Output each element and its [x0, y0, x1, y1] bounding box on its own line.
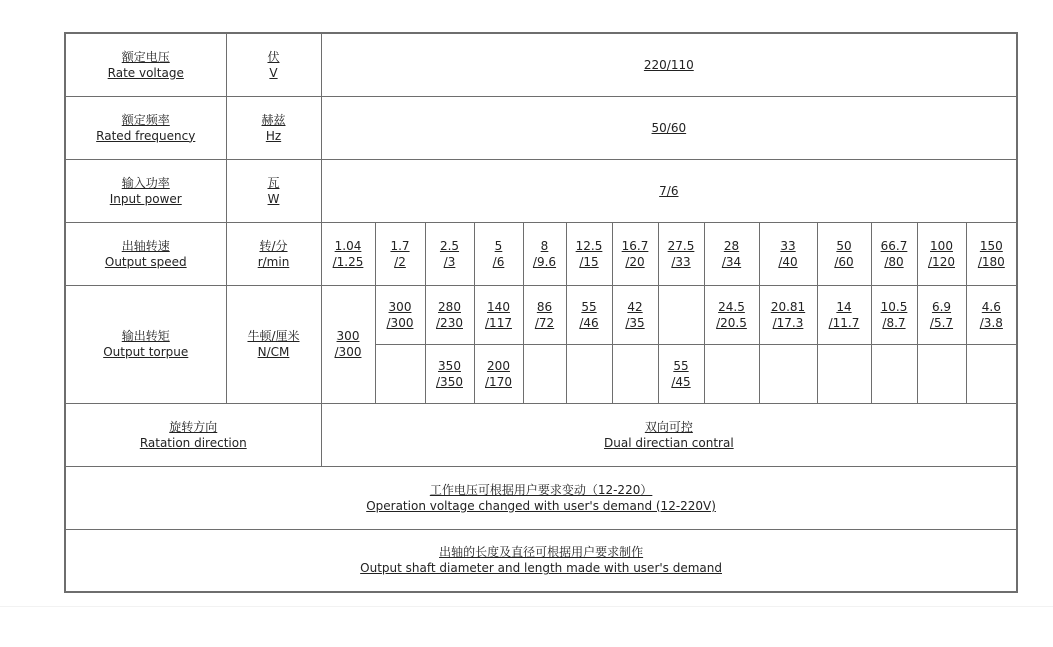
torque-cell: [375, 344, 425, 403]
torque-cell: [425, 344, 474, 403]
torque-cell: [704, 285, 759, 344]
spec-table: [64, 32, 1018, 593]
torque-cell: [917, 344, 966, 403]
note-cn: 工作电压可根据用户要求变动（12-220）: [429, 482, 653, 497]
speed-a: 12.5: [575, 238, 603, 253]
torque-b: /11.7: [828, 315, 860, 330]
speed-cell: [966, 222, 1017, 285]
torque-b: /3.8: [979, 315, 1003, 330]
speed-b: /9.6: [532, 254, 557, 269]
torque-b: /8.7: [882, 315, 906, 330]
label-cell: [65, 33, 226, 96]
speed-cell: [917, 222, 966, 285]
label-cn: 额定频率: [121, 112, 170, 127]
speed-a: 27.5: [667, 238, 695, 253]
speed-cell: [817, 222, 871, 285]
torque-a: 4.6: [981, 299, 1001, 314]
torque-cell: [759, 285, 817, 344]
unit-cn: 牛顿/厘米: [247, 329, 300, 343]
torque-a: 200: [487, 358, 510, 373]
speed-b: /60: [834, 254, 854, 269]
torque-b: /20.5: [716, 315, 747, 330]
torque-cell: [474, 344, 523, 403]
unit-en: V: [269, 65, 278, 80]
unit-cn: 伏: [267, 49, 280, 64]
speed-b: /15: [579, 254, 599, 269]
speed-cell: [375, 222, 425, 285]
torque-a: 6.9: [931, 299, 952, 314]
unit-cell: [226, 222, 321, 285]
speed-a: 1.04: [334, 238, 362, 253]
speed-b: /80: [884, 254, 904, 269]
speed-a: 5: [494, 238, 503, 253]
value-en: Dual directian contral: [604, 435, 734, 450]
torque-cell: [817, 344, 871, 403]
unit-cell: [226, 285, 321, 403]
unit-cell: [226, 33, 321, 96]
torque-cell: [566, 344, 612, 403]
row-note-voltage: [65, 466, 1017, 529]
speed-a: 8: [540, 238, 549, 253]
torque-a: 86: [536, 299, 553, 314]
label-cn: 旋转方向: [169, 419, 218, 434]
torque-cell: [966, 285, 1017, 344]
speed-b: /34: [721, 254, 742, 269]
unit-cell: [226, 96, 321, 159]
value-cell: [321, 96, 1017, 159]
speed-a: 50: [836, 238, 852, 253]
torque-a: 300: [388, 299, 412, 314]
label-cn: 输入功率: [121, 175, 170, 190]
label-en: Rate voltage: [107, 65, 184, 80]
torque-b: /230: [436, 315, 463, 330]
row-rotation-direction: [65, 403, 1017, 466]
unit-en: r/min: [257, 254, 290, 269]
speed-b: /20: [625, 254, 645, 269]
torque-cell: [658, 285, 704, 344]
speed-a: 1.7: [390, 238, 410, 253]
note-en: Operation voltage changed with user's demand (12-220V): [366, 498, 716, 513]
torque-b: /350: [436, 374, 463, 389]
torque-a: 14: [836, 299, 852, 314]
value: 220/110: [643, 57, 694, 72]
speed-b: /120: [928, 254, 955, 269]
unit-cn: 瓦: [267, 175, 280, 190]
row-rate-voltage: [65, 33, 1017, 96]
row-output-speed: [65, 222, 1017, 285]
speed-b: /3: [443, 254, 456, 269]
torque-cell: [425, 285, 474, 344]
speed-cell: [425, 222, 474, 285]
torque-b: /17.3: [772, 315, 804, 330]
unit-cn: 转/分: [259, 238, 288, 253]
torque-a: 55: [581, 299, 597, 314]
speed-cell: [704, 222, 759, 285]
torque-b: /35: [625, 315, 645, 330]
unit-cn: 赫兹: [261, 112, 286, 127]
unit-en: Hz: [265, 128, 282, 143]
torque-b: /72: [534, 315, 555, 330]
row-output-torque-top: [65, 285, 1017, 344]
value: 7/6: [659, 183, 679, 198]
torque-cell: [817, 285, 871, 344]
torque-cell: [375, 285, 425, 344]
torque-cell: [658, 344, 704, 403]
row-rated-frequency: [65, 96, 1017, 159]
label-en: Ratation direction: [139, 435, 247, 450]
torque-cell: [704, 344, 759, 403]
note-cell: [65, 466, 1017, 529]
torque-cell: [612, 285, 658, 344]
torque-cell: [321, 285, 375, 403]
torque-cell: [871, 344, 917, 403]
label-en: Output speed: [104, 254, 187, 269]
torque-cell: [474, 285, 523, 344]
speed-b: /6: [492, 254, 505, 269]
label-cn: 额定电压: [121, 49, 170, 64]
speed-cell: [658, 222, 704, 285]
label-cn: 输出转矩: [121, 329, 170, 343]
row-note-shaft: [65, 529, 1017, 592]
torque-cell: [966, 344, 1017, 403]
speed-b: /33: [671, 254, 691, 269]
torque-b: /45: [671, 374, 691, 389]
label-cell: [65, 222, 226, 285]
label-en: Output torpue: [103, 345, 189, 359]
torque-a: 280: [438, 299, 461, 314]
speed-b: /40: [778, 254, 798, 269]
torque-a: 20.81: [770, 299, 806, 314]
speed-cell: [523, 222, 566, 285]
value-cell: [321, 159, 1017, 222]
torque-cell: [917, 285, 966, 344]
speed-b: /180: [977, 254, 1005, 269]
value: 50/60: [651, 120, 687, 135]
torque-a: 140: [487, 299, 510, 314]
unit-cell: [226, 159, 321, 222]
note-cell: [65, 529, 1017, 592]
label-cell: [65, 96, 226, 159]
torque-b: /170: [485, 374, 512, 389]
speed-a: 2.5: [439, 238, 460, 253]
label-cn: 出轴转速: [121, 238, 170, 253]
torque-cell: [871, 285, 917, 344]
speed-b: /2: [394, 254, 406, 269]
unit-en: W: [267, 191, 280, 206]
speed-cell: [321, 222, 375, 285]
value-cell: [321, 403, 1017, 466]
label-cell: [65, 403, 321, 466]
speed-cell: [566, 222, 612, 285]
torque-b: /46: [579, 315, 599, 330]
speed-a: 100: [930, 238, 953, 253]
value-cell: [321, 33, 1017, 96]
value-cn: 双向可控: [644, 419, 693, 434]
unit-en: N/CM: [257, 345, 290, 359]
speed-cell: [759, 222, 817, 285]
label-cell: [65, 159, 226, 222]
speed-b: /1.25: [332, 254, 364, 269]
speed-a: 16.7: [621, 238, 649, 253]
torque-a: 55: [673, 358, 689, 373]
torque-cell: [523, 285, 566, 344]
speed-cell: [871, 222, 917, 285]
torque-cell: [759, 344, 817, 403]
speed-a: 28: [723, 238, 740, 253]
torque-b: /300: [386, 315, 414, 330]
torque-cell: [523, 344, 566, 403]
note-en: Output shaft diameter and length made with user's demand: [360, 561, 723, 576]
torque-a: 350: [438, 358, 461, 373]
speed-cell: [474, 222, 523, 285]
torque-a: 10.5: [880, 299, 908, 314]
torque-a: 42: [627, 299, 643, 314]
speed-a: 66.7: [880, 238, 908, 253]
speed-a: 33: [780, 238, 796, 253]
speed-a: 150: [979, 238, 1003, 253]
row-input-power: [65, 159, 1017, 222]
torque-b: /300: [334, 345, 362, 359]
torque-cell: [566, 285, 612, 344]
note-cn: 出轴的长度及直径可根据用户要求制作: [439, 545, 644, 560]
label-cell: [65, 285, 226, 403]
label-en: Input power: [109, 191, 182, 206]
torque-b: /5.7: [929, 315, 954, 330]
torque-cell: [612, 344, 658, 403]
torque-a: 24.5: [718, 299, 745, 314]
speed-cell: [612, 222, 658, 285]
torque-b: /117: [485, 315, 512, 330]
label-en: Rated frequency: [96, 128, 196, 143]
torque-a: 300: [336, 329, 360, 343]
